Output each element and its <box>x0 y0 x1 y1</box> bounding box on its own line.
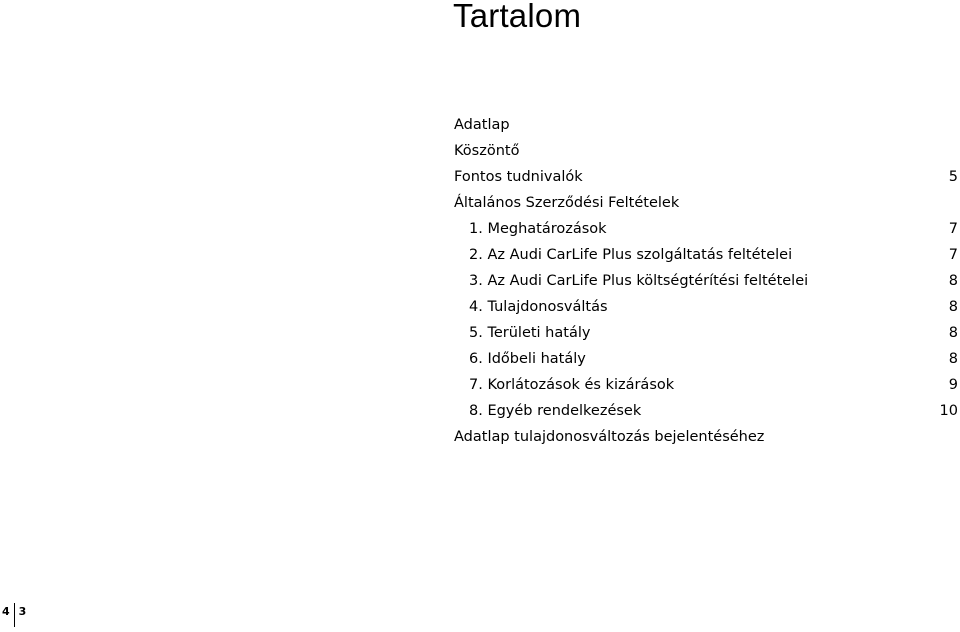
toc-entry-label: Fontos tudnivalók <box>454 169 583 185</box>
toc-subentry[interactable] <box>454 268 958 294</box>
toc-subentry[interactable] <box>454 294 958 320</box>
toc-entry-label: Adatlap <box>454 117 510 133</box>
toc-subentry[interactable] <box>454 398 958 424</box>
toc-entry-page: 8 <box>948 299 958 315</box>
toc-entry-page: 5 <box>948 169 958 185</box>
page-number-left: 4 <box>2 605 10 618</box>
toc-entry-page: 8 <box>948 351 958 367</box>
toc-entry-page: 7 <box>948 221 958 237</box>
page-number-right: 3 <box>18 605 27 618</box>
page-number-footer <box>2 605 26 627</box>
toc-subentry[interactable] <box>454 242 958 268</box>
toc-entry-label: 2. Az Audi CarLife Plus szolgáltatás feltételei <box>469 247 793 263</box>
toc-entry-label: 6. Időbeli hatály <box>469 351 586 367</box>
toc-entry-page: 10 <box>939 403 958 419</box>
toc-entry-label: Általános Szerződési Feltételek <box>454 195 680 211</box>
toc-entry[interactable] <box>454 112 958 138</box>
toc-entry-label: 3. Az Audi CarLife Plus költségtérítési feltételei <box>469 273 809 289</box>
toc-subentry[interactable] <box>454 320 958 346</box>
toc-entry-label: Köszöntő <box>454 143 520 159</box>
toc-entry-label: 4. Tulajdonosváltás <box>469 299 608 315</box>
toc-entry-label: 7. Korlátozások és kizárások <box>469 377 675 393</box>
toc-entry[interactable] <box>454 190 958 216</box>
toc-entry-label: 8. Egyéb rendelkezések <box>469 403 642 419</box>
toc-entry-page: 8 <box>948 273 958 289</box>
toc-entry-page: 8 <box>948 325 958 341</box>
toc-entry-page: 7 <box>948 247 958 263</box>
toc-entry[interactable] <box>454 424 958 450</box>
toc-subentry[interactable] <box>454 216 958 242</box>
toc-entry-label: Adatlap tulajdonosváltozás bejelentéséhez <box>454 429 765 445</box>
toc-entry-page: 9 <box>948 377 958 393</box>
toc-entry-label: 5. Területi hatály <box>469 325 591 341</box>
page-title: Tartalom <box>453 0 582 34</box>
toc-subentry[interactable] <box>454 372 958 398</box>
table-of-contents <box>454 112 958 450</box>
toc-entry[interactable] <box>454 138 958 164</box>
toc-entry-label: 1. Meghatározások <box>469 221 607 237</box>
toc-subentry[interactable] <box>454 346 958 372</box>
toc-entry[interactable] <box>454 164 958 190</box>
